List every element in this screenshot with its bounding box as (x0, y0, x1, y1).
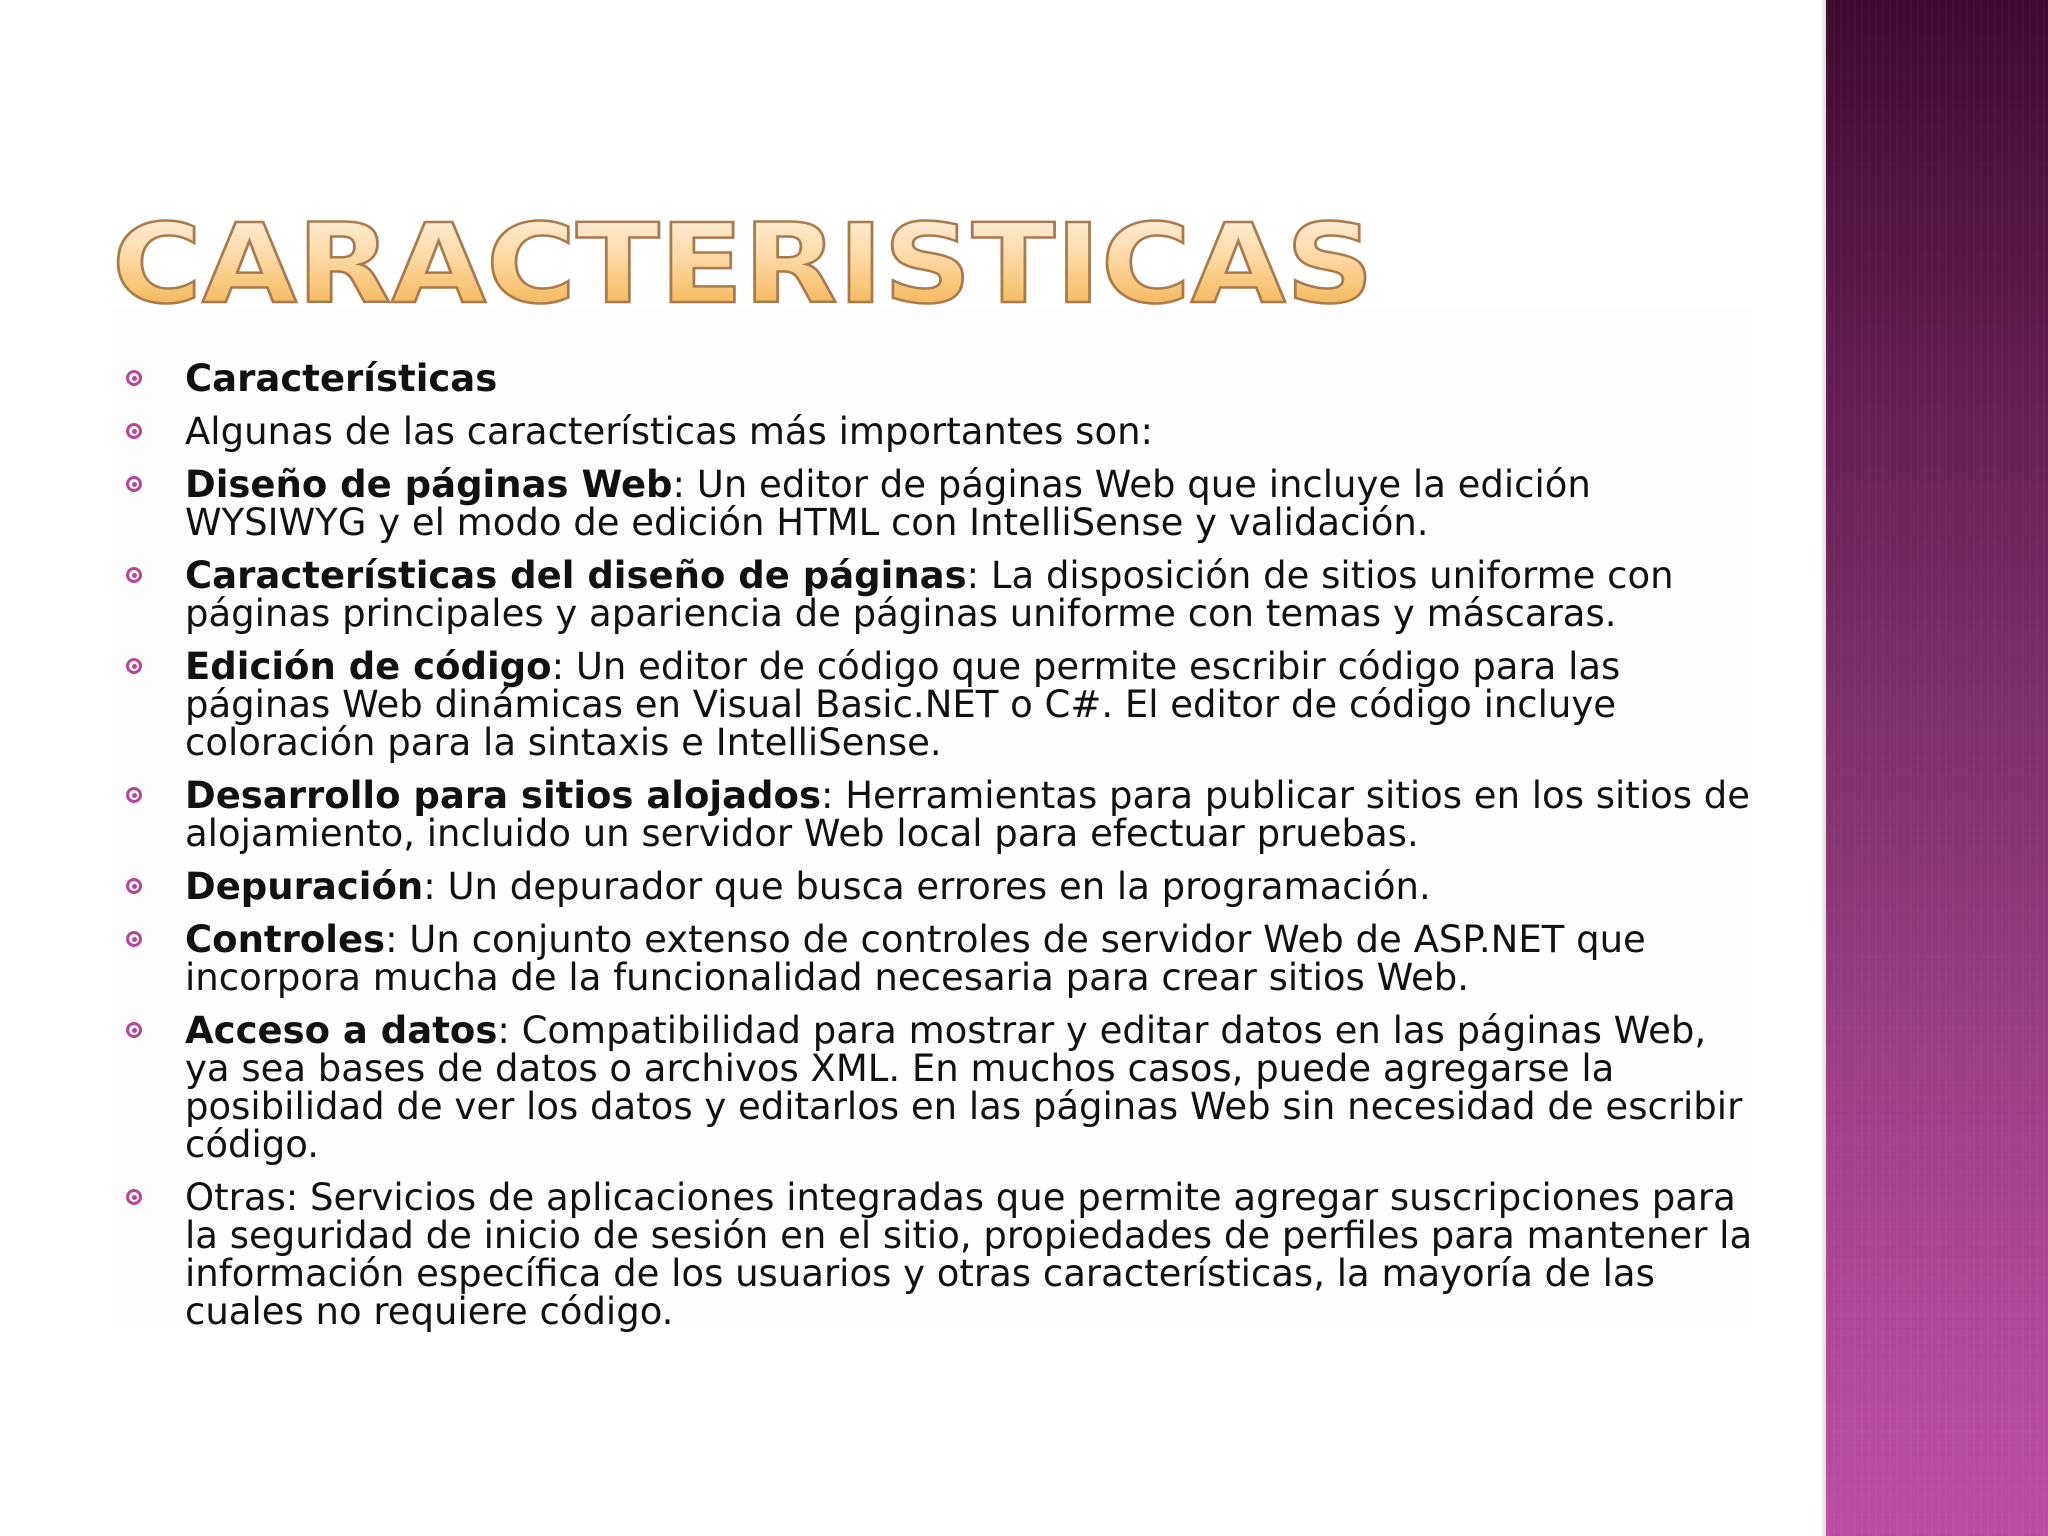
circle-dot-bullet-icon (126, 878, 142, 894)
bullet-separator: : (497, 1009, 510, 1052)
bullet-separator: : (672, 463, 685, 506)
circle-dot-bullet-icon (126, 1022, 142, 1038)
circle-dot-bullet-icon (126, 787, 142, 803)
circle-dot-bullet-icon (126, 1189, 142, 1205)
circle-dot-bullet-icon (126, 567, 142, 583)
circle-dot-bullet-icon (126, 658, 142, 674)
bullet-separator: : (966, 554, 980, 597)
bullet-text: Un conjunto extenso de controles de servidor Web de ASP.NET que incorpora mucha de la funcionalidad necesaria para crear sitios Web. (185, 918, 1646, 999)
side-panel-texture (1826, 0, 2048, 1536)
list-item (0, 1009, 1760, 1166)
bullet-term: Desarrollo para sitios alojados (185, 774, 821, 817)
decorative-side-panel (1826, 0, 2048, 1536)
bullet-text: La disposición de sitios uniforme con páginas principales y apariencia de páginas uniforme con temas y máscaras. (185, 554, 1674, 635)
list-item (0, 645, 1760, 764)
bullet-text: Compatibilidad para mostrar y editar datos en las páginas Web, ya sea bases de datos o archivos XML. En muchos casos, puede agregarse la posibilidad de ver los datos y editarlos en las páginas Web sin necesidad de escribir código. (185, 1009, 1743, 1166)
circle-dot-bullet-icon (126, 476, 142, 492)
circle-dot-bullet-icon (126, 423, 142, 439)
bullet-separator: : (423, 865, 436, 908)
list-item (0, 554, 1760, 635)
list-item (0, 918, 1760, 999)
list-item (0, 1176, 1760, 1333)
slide-title (108, 200, 1388, 330)
bullet-separator: : (385, 918, 398, 961)
bullet-text: Otras: Servicios de aplicaciones integradas que permite agregar suscripciones para la seguridad de inicio de sesión en el sitio, propiedades de perfiles para mantener la información específica de los usuarios y otras características, la mayoría de las cuales no requiere código. (185, 1176, 1753, 1333)
bullet-term: Depuración (185, 865, 424, 908)
bullet-term: Características (185, 357, 498, 400)
bullet-term: Diseño de páginas Web (185, 463, 673, 506)
bullet-term: Edición de código (185, 645, 552, 688)
bullet-text: Herramientas para publicar sitios en los sitios de alojamiento, incluido un servidor Web local para efectuar pruebas. (185, 774, 1750, 855)
bullet-separator: : (820, 774, 834, 817)
circle-dot-bullet-icon (126, 370, 142, 386)
bullet-text: Un editor de páginas Web que incluye la edición WYSIWYG y el modo de edición HTML con IntelliSense y validación. (185, 463, 1591, 544)
list-item (0, 774, 1760, 855)
bullet-term: Acceso a datos (185, 1009, 498, 1052)
bullet-term: Controles (185, 918, 386, 961)
bullet-text: Un editor de código que permite escribir código para las páginas Web dinámicas en Visual Basic.NET o C#. El editor de código incluye coloración para la sintaxis e IntelliSense. (185, 645, 1621, 764)
bullet-separator: : (551, 645, 565, 688)
circle-dot-bullet-icon (126, 931, 142, 947)
slide-title-text: CARACTERISTICAS (112, 200, 1374, 328)
bullet-term: Características del diseño de páginas (185, 554, 967, 597)
list-item (0, 865, 1760, 908)
list-item (0, 463, 1760, 544)
bullet-list (0, 357, 1760, 1346)
bullet-text: Algunas de las características más importantes son: (185, 410, 1153, 453)
list-item (0, 410, 1760, 453)
list-item (0, 357, 1760, 400)
bullet-text: Un depurador que busca errores en la programación. (435, 865, 1431, 908)
